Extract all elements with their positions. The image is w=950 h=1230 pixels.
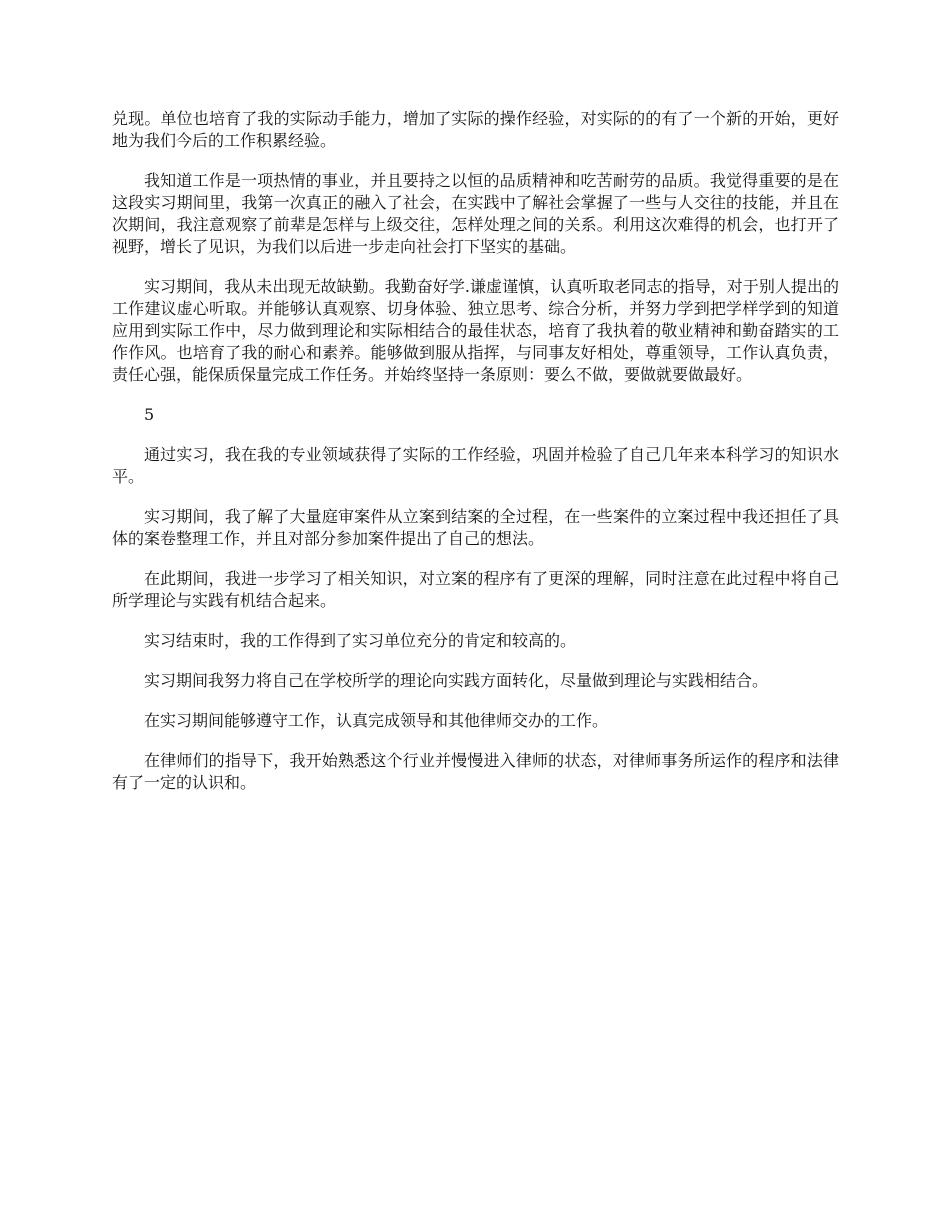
paragraph-1: 兑现。单位也培育了我的实际动手能力，增加了实际的操作经验，对实际的的有了一个新的开始，更好地为我们今后的工作积累经验。: [112, 109, 839, 150]
paragraph-5: 实习期间，我了解了大量庭审案件从立案到结案的全过程，在一些案件的立案过程中我还担任了具体的案卷整理工作，并且对部分参加案件提出了自己的想法。: [112, 507, 839, 548]
paragraph-6: 在此期间，我进一步学习了相关知识，对立案的程序有了更深的理解，同时注意在此过程中将自己所学理论与实践有机结合起来。: [112, 569, 839, 610]
document-page: [112, 108, 839, 812]
paragraph-10: 在律师们的指导下，我开始熟悉这个行业并慢慢进入律师的状态，对律师事务所运作的程序和法律有了一定的认识和。: [112, 751, 839, 792]
paragraph-8: 实习期间我努力将自己在学校所学的理论向实践方面转化，尽量做到理论与实践相结合。: [144, 671, 769, 690]
paragraph-2: 我知道工作是一项热情的事业，并且要持之以恒的品质精神和吃苦耐劳的品质。我觉得重要的是在这段实习期间里，我第一次真正的融入了社会，在实践中了解社会掌握了一些与人交往的技能，并且在次期间，我注意观察了前辈是怎样与上级交往，怎样处理之间的关系。利用这次难得的机会，也打开了视野，增长了见识，为我们以后进一步走向社会打下坚实的基础。: [112, 171, 839, 256]
paragraph-4: 通过实习，我在我的专业领域获得了实际的工作经验，巩固并检验了自己几年来本科学习的知识水平。: [112, 445, 839, 486]
paragraph-3: 实习期间，我从未出现无故缺勤。我勤奋好学.谦虚谨慎，认真听取老同志的指导，对于别人提出的工作建议虚心听取。并能够认真观察、切身体验、独立思考、综合分析，并努力学到把学样学到的知道应用到实际工作中，尽力做到理论和实际相结合的最佳状态，培育了我执着的敬业精神和勤奋踏实的工作作风。也培育了我的耐心和素养。能够做到服从指挥，与同事友好相处，尊重领导，工作认真负责，责任心强，能保质保量完成工作任务。并始终坚持一条原则：要么不做，要做就要做最好。: [112, 277, 839, 384]
section-number: 5: [144, 405, 155, 424]
paragraph-7: 实习结束时，我的工作得到了实习单位充分的肯定和较高的。: [144, 631, 577, 650]
paragraph-9: 在实习期间能够遵守工作，认真完成领导和其他律师交办的工作。: [144, 711, 609, 730]
